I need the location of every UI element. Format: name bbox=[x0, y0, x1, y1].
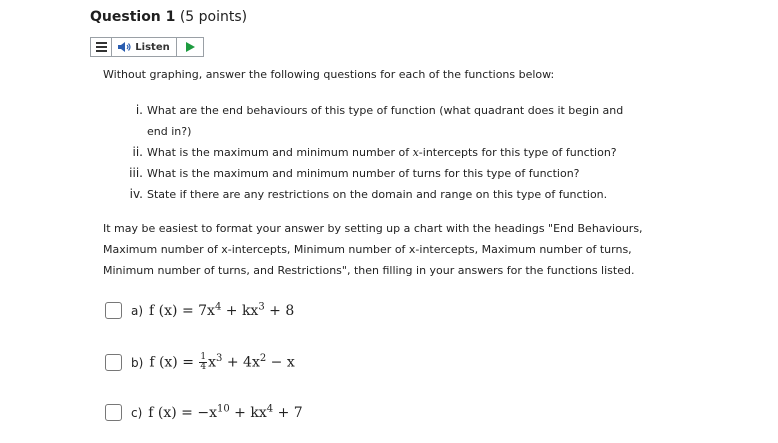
option-label: a) bbox=[131, 303, 144, 318]
option-a bbox=[105, 302, 294, 319]
list-text: What is the maximum and minimum number of x-intercepts for this type of function? bbox=[147, 146, 617, 159]
list-number: iv. bbox=[129, 187, 143, 201]
listen-toolbar bbox=[90, 37, 204, 57]
list-number: ii. bbox=[132, 145, 143, 159]
question-number: Question 1 bbox=[90, 9, 176, 25]
sub-question-list bbox=[103, 100, 643, 205]
list-item bbox=[103, 100, 643, 142]
question-title bbox=[90, 9, 247, 25]
list-item bbox=[103, 142, 643, 163]
menu-button[interactable] bbox=[91, 38, 112, 56]
list-text: What are the end behaviours of this type of function (what quadrant does it begin and end in?) bbox=[147, 104, 624, 138]
list-text: State if there are any restrictions on the domain and range on this type of function. bbox=[147, 188, 608, 201]
instructions-paragraph: It may be easiest to format your answer by setting up a chart with the headings "End Behaviours, Maximum number of x-intercepts, Minimum number of x-intercepts, Maximum number of turns, Minimum number of turns, and Restrictions", then filling in your answers for the functions listed. bbox=[103, 222, 643, 277]
play-button[interactable] bbox=[177, 38, 203, 56]
option-a-checkbox[interactable] bbox=[105, 302, 122, 319]
list-item bbox=[103, 163, 643, 184]
option-c-checkbox[interactable] bbox=[105, 404, 122, 421]
option-c bbox=[105, 404, 303, 421]
option-label: c) bbox=[131, 405, 143, 420]
option-formula: f $(x) = -x^{10} + kx^4 + 7$ bbox=[148, 402, 303, 421]
play-icon bbox=[186, 42, 195, 52]
list-number: i. bbox=[135, 103, 143, 117]
option-formula: f $(x) = 7x^4 + kx^3 + 8$ bbox=[149, 300, 295, 319]
list-number: iii. bbox=[129, 166, 143, 180]
intro-text: Without graphing, answer the following questions for each of the functions below: bbox=[103, 68, 555, 81]
option-label: b) bbox=[131, 355, 144, 370]
speaker-icon bbox=[118, 42, 132, 52]
question-points: (5 points) bbox=[179, 9, 248, 25]
option-b bbox=[105, 353, 295, 372]
listen-button[interactable] bbox=[112, 38, 177, 56]
list-item bbox=[103, 184, 643, 205]
option-b-checkbox[interactable] bbox=[105, 354, 122, 371]
option-formula: f (x) = $\frac{1}{4}$ $x^3 + 4x^2 - x$ bbox=[149, 352, 295, 372]
menu-icon bbox=[96, 42, 107, 52]
listen-label: Listen bbox=[135, 41, 170, 53]
list-text: What is the maximum and minimum number of turns for this type of function? bbox=[147, 167, 580, 180]
